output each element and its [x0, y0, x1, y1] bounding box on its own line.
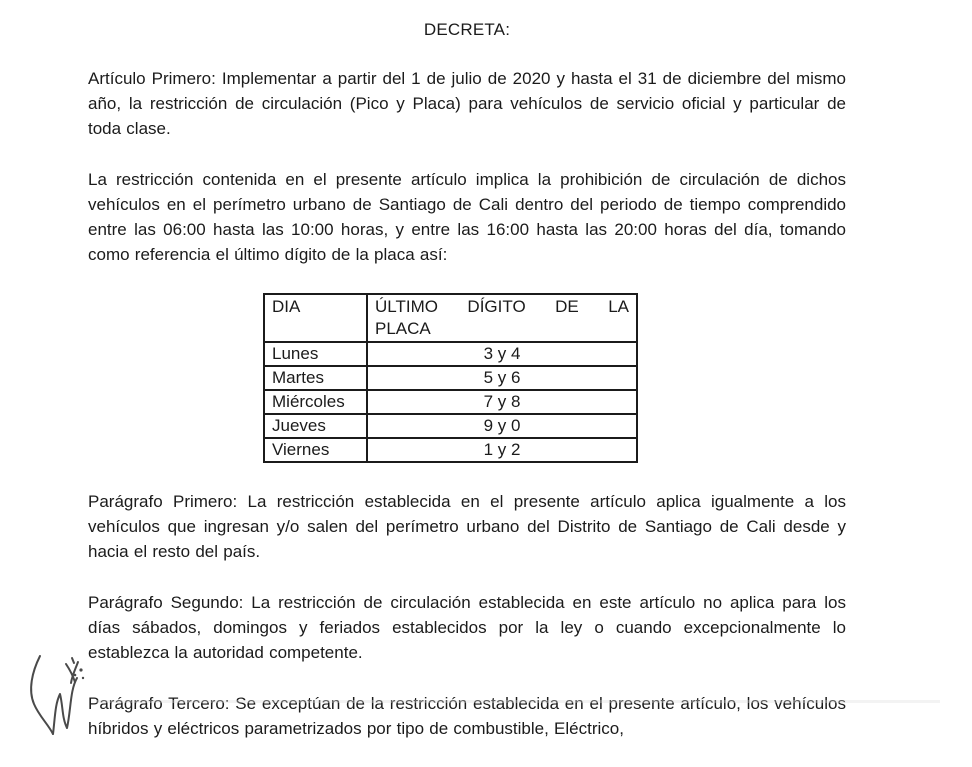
paragraph-paragrafo-tercero: Parágrafo Tercero: Se exceptúan de la restricción establecida en el presente artículo, los vehículos híbridos y eléctricos parametrizados por tipo de combustible, Eléctrico,: [88, 694, 846, 738]
decree-document: [88, 20, 846, 767]
header-cell-ultimo-digito: [367, 294, 637, 342]
day-cell: Jueves: [264, 414, 367, 438]
paragraph-restriccion-horarios: La restricción contenida en el presente artículo implica la prohibición de circulación de dichos vehículos en el perímetro urbano de Santiago de Cali dentro del periodo de tiempo comprendido entre las 06:00 hasta las 10:00 horas, y entre las 16:00 hasta las 20:00 horas del día, tomando como referencia el último dígito de la placa así:: [88, 170, 846, 264]
day-cell: Martes: [264, 366, 367, 390]
digit-cell: 5 y 6: [367, 366, 637, 390]
header-digit-line1: ÚLTIMO DÍGITO DE LA: [375, 297, 629, 316]
pico-placa-table-wrap: [263, 293, 846, 463]
table-header-row: [264, 294, 637, 342]
table-row: [264, 438, 637, 462]
paragraph-paragrafo-primero: Parágrafo Primero: La restricción establecida en el presente artículo aplica igualmente a los vehículos que ingresan y/o salen del perímetro urbano del Distrito de Santiago de Cali desde y hacia el resto del país.: [88, 492, 846, 561]
digit-cell: 3 y 4: [367, 342, 637, 366]
day-cell: Viernes: [264, 438, 367, 462]
paragraph-articulo-primero: Artículo Primero: Implementar a partir del 1 de julio de 2020 y hasta el 31 de diciembre del mismo año, la restricción de circulación (Pico y Placa) para vehículos de servicio oficial y particular de toda clase.: [88, 69, 846, 138]
pico-placa-table: [263, 293, 638, 463]
digit-cell: 7 y 8: [367, 390, 637, 414]
paragraph-paragrafo-segundo: Parágrafo Segundo: La restricción de circulación establecida en este artículo no aplica para los días sábados, domingos y feriados establecidos por la ley o cuando excepcionalmente lo establezca la autoridad competente.: [88, 593, 846, 662]
table-row: [264, 390, 637, 414]
table-row: [264, 342, 637, 366]
day-cell: Lunes: [264, 342, 367, 366]
document-title: DECRETA:: [423, 20, 511, 39]
scan-artifact-line: [96, 700, 940, 703]
table-row: [264, 366, 637, 390]
digit-cell: 9 y 0: [367, 414, 637, 438]
digit-cell: 1 y 2: [367, 438, 637, 462]
table-row: [264, 414, 637, 438]
header-cell-dia: DIA: [264, 294, 367, 342]
day-cell: Miércoles: [264, 390, 367, 414]
header-digit-line2: PLACA: [375, 319, 431, 338]
